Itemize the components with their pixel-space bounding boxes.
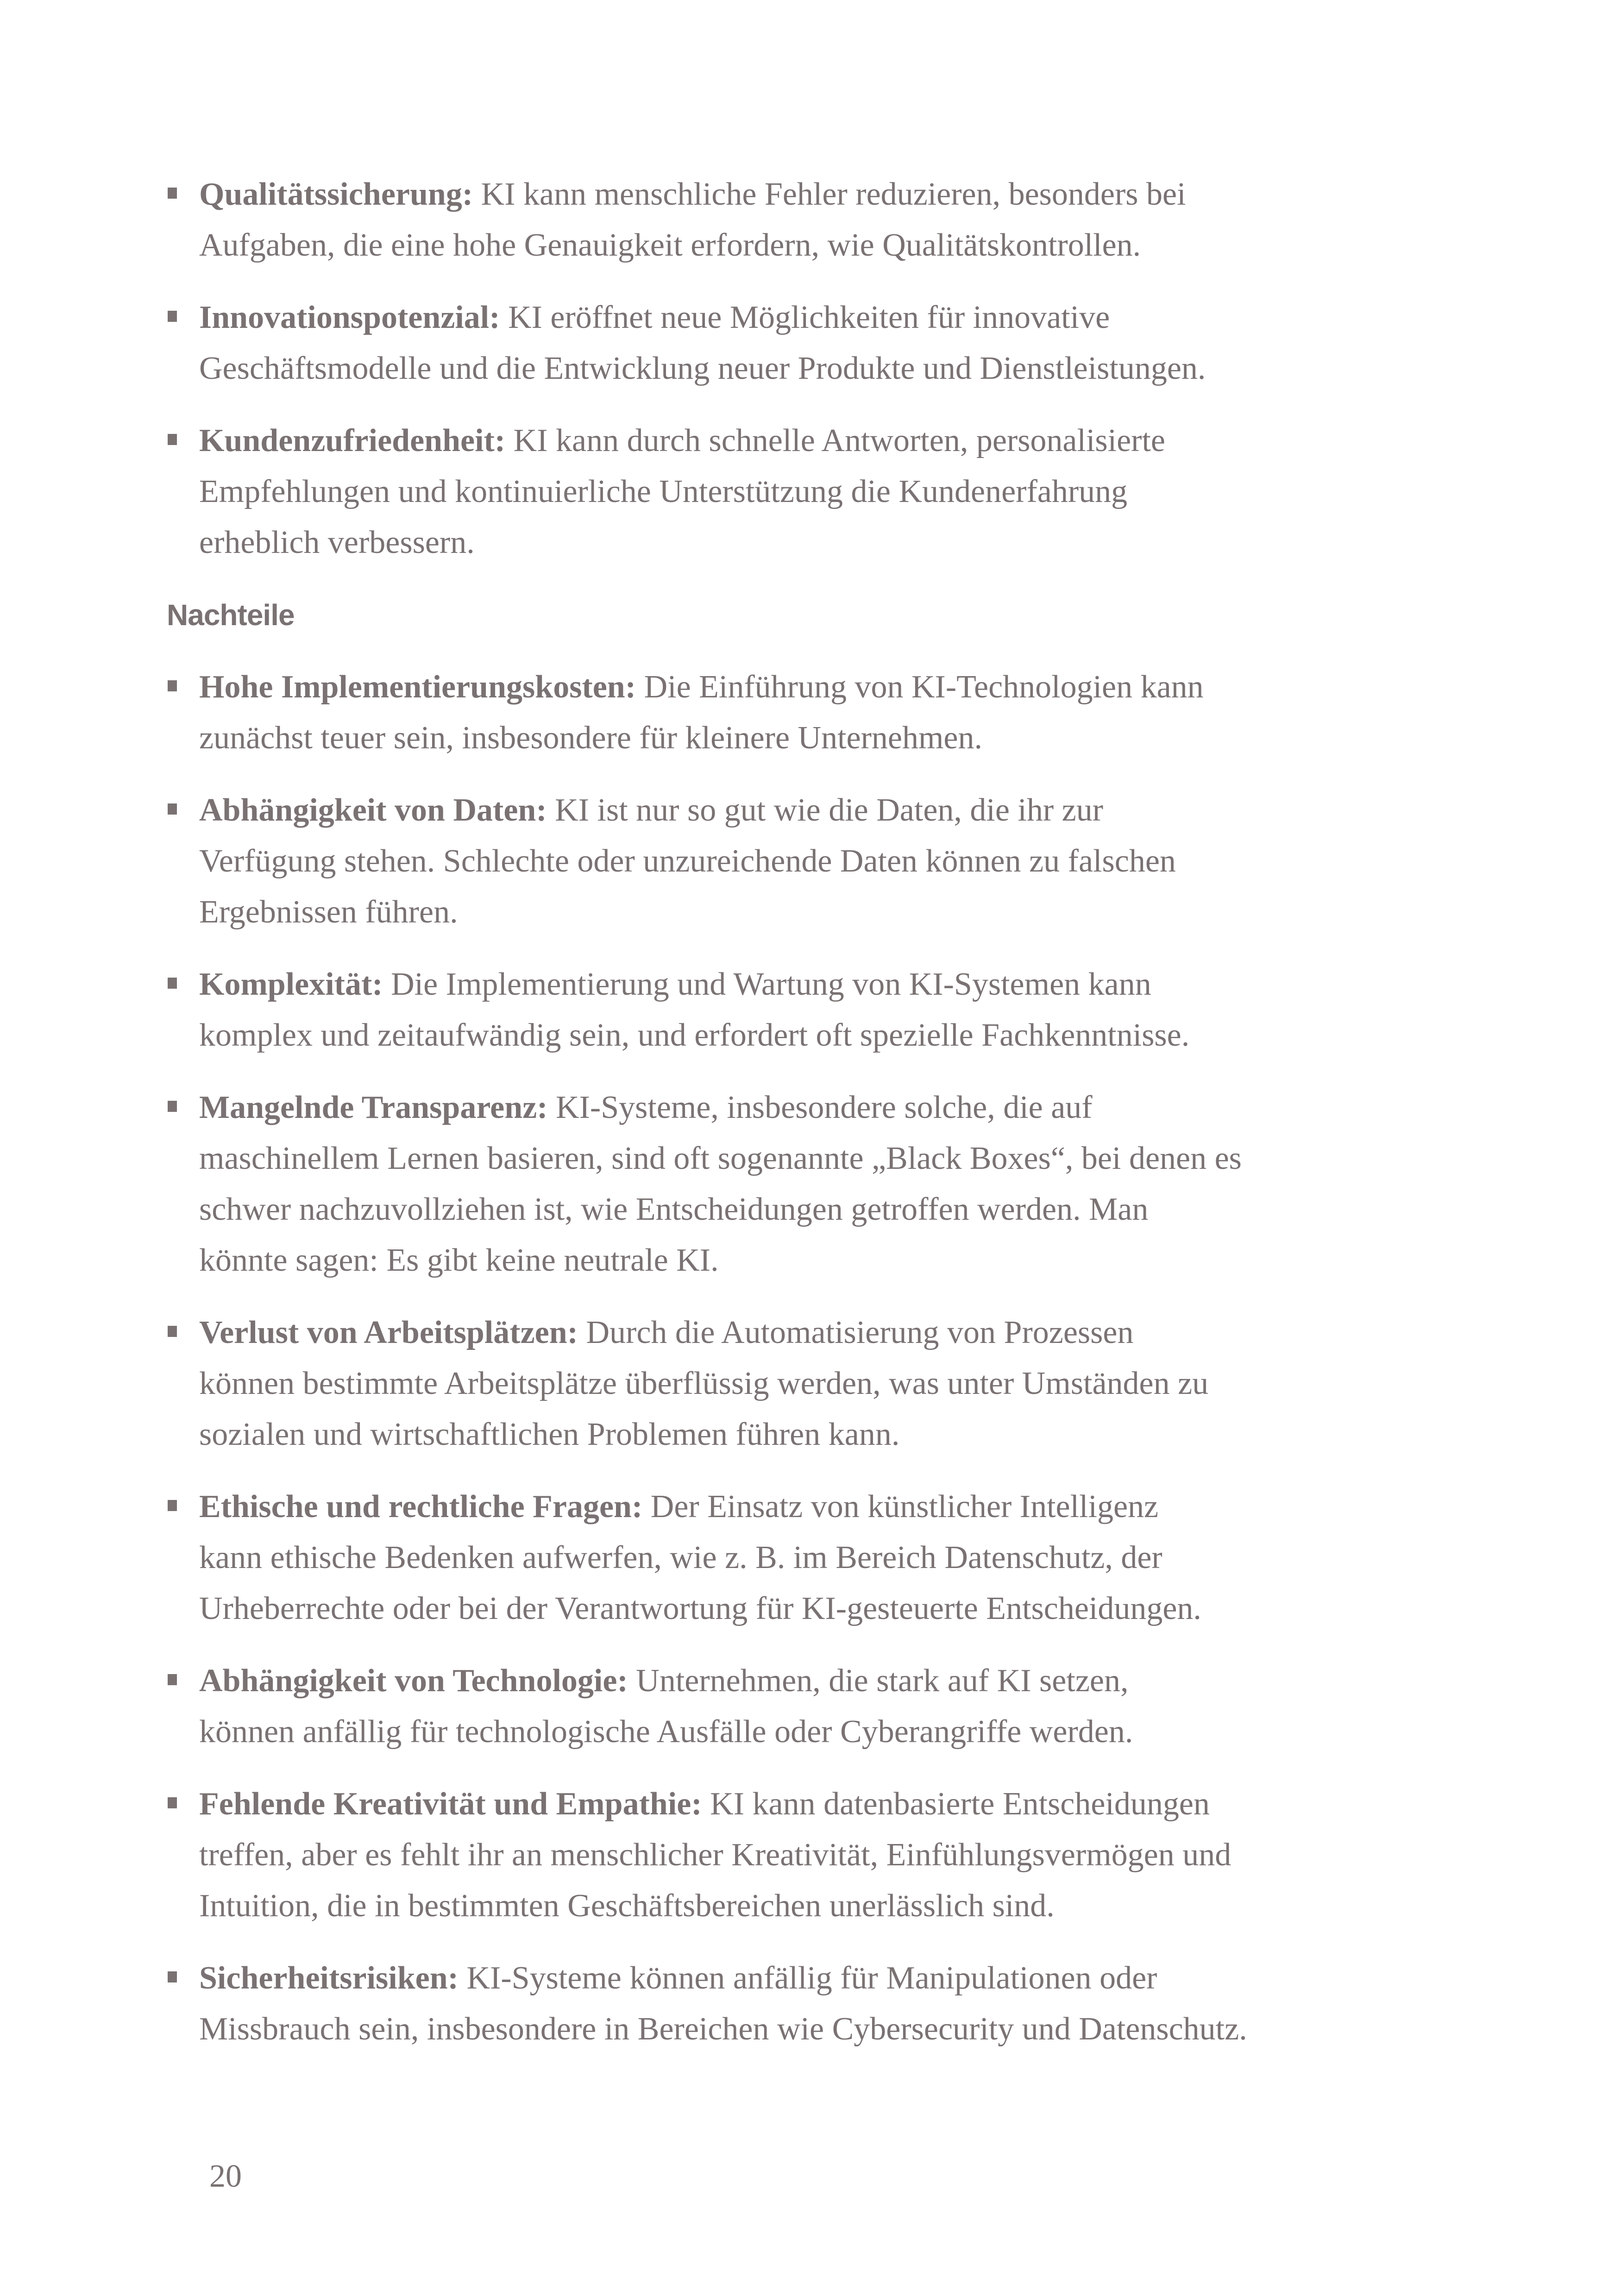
item-text: zunächst teuer sein, insbesondere für kleinere Unternehmen. (199, 720, 983, 756)
item-term: Komplexität: (199, 966, 383, 1002)
item-text: KI kann datenbasierte Entscheidungen (702, 1786, 1210, 1822)
list-item (167, 292, 1464, 394)
item-term: Fehlende Kreativität und Empathie: (199, 1786, 702, 1822)
square-bullet-icon (168, 978, 177, 989)
item-text: KI kann menschliche Fehler reduzieren, besonders bei (473, 176, 1186, 212)
text-line (199, 1706, 1464, 1757)
square-bullet-icon (168, 1326, 177, 1337)
item-text: Geschäftsmodelle und die Entwicklung neuer Produkte und Dienstleistungen. (199, 351, 1206, 386)
list-item (167, 1656, 1464, 1757)
list-item (167, 1082, 1464, 1286)
text-line (199, 662, 1464, 713)
item-term: Ethische und rechtliche Fragen: (199, 1489, 643, 1524)
text-line (199, 836, 1464, 887)
item-text: Urheberrechte oder bei der Verantwortung für KI-gesteuerte Entscheidungen. (199, 1591, 1201, 1626)
text-line (199, 1184, 1464, 1235)
item-text: Unternehmen, die stark auf KI setzen, (628, 1663, 1129, 1699)
list-item (167, 1481, 1464, 1634)
item-text: Empfehlungen und kontinuierliche Unterstützung die Kundenerfahrung (199, 474, 1128, 509)
item-text: kann ethische Bedenken aufwerfen, wie z. B. im Bereich Datenschutz, der (199, 1540, 1162, 1575)
text-line (199, 517, 1464, 568)
item-text: können bestimmte Arbeitsplätze überflüssig werden, was unter Umständen zu (199, 1366, 1209, 1401)
text-line (199, 887, 1464, 938)
item-text: komplex und zeitaufwändig sein, und erfordert oft spezielle Fachkenntnisse. (199, 1017, 1190, 1053)
item-text: Intuition, die in bestimmten Geschäftsbereichen unerlässlich sind. (199, 1888, 1055, 1924)
item-term: Mangelnde Transparenz: (199, 1090, 548, 1125)
square-bullet-icon (168, 680, 177, 691)
text-line (199, 415, 1464, 466)
list-item (167, 662, 1464, 764)
text-line (199, 1133, 1464, 1184)
item-text: Verfügung stehen. Schlechte oder unzureichende Daten können zu falschen (199, 843, 1176, 879)
list-item (167, 1953, 1464, 2055)
item-text: Aufgaben, die eine hohe Genauigkeit erfordern, wie Qualitätskontrollen. (199, 227, 1141, 263)
text-line (199, 169, 1464, 220)
item-text: KI-Systeme, insbesondere solche, die auf (547, 1090, 1093, 1125)
text-line (199, 1235, 1464, 1286)
item-term: Kundenzufriedenheit: (199, 423, 506, 458)
text-line (199, 1656, 1464, 1706)
list-item (167, 785, 1464, 938)
item-text: Die Einführung von KI-Technologien kann (636, 669, 1204, 705)
item-text: sozialen und wirtschaftlichen Problemen führen kann. (199, 1417, 900, 1452)
text-line (199, 785, 1464, 836)
item-text: KI eröffnet neue Möglichkeiten für innovative (500, 300, 1110, 335)
list-item (167, 959, 1464, 1061)
text-line (199, 1358, 1464, 1409)
item-text: maschinellem Lernen basieren, sind oft sogenannte „Black Boxes“, bei denen es (199, 1141, 1242, 1176)
item-text: KI kann durch schnelle Antworten, personalisierte (505, 423, 1165, 458)
square-bullet-icon (168, 1500, 177, 1511)
text-line (199, 1481, 1464, 1532)
text-line (199, 1532, 1464, 1583)
text-line (199, 292, 1464, 343)
text-line (199, 1010, 1464, 1061)
square-bullet-icon (168, 1971, 177, 1982)
nachteile-list (167, 662, 1464, 2055)
text-line (199, 1953, 1464, 2004)
list-item (167, 1307, 1464, 1460)
text-line (199, 713, 1464, 764)
text-line (199, 1830, 1464, 1881)
item-text: Der Einsatz von künstlicher Intelligenz (642, 1489, 1159, 1524)
text-line (199, 959, 1464, 1010)
item-text: KI ist nur so gut wie die Daten, die ihr zur (547, 792, 1104, 828)
item-text: Die Implementierung und Wartung von KI-Systemen kann (383, 966, 1151, 1002)
list-item (167, 1779, 1464, 1932)
list-item (167, 169, 1464, 271)
item-term: Innovationspotenzial: (199, 300, 500, 335)
item-term: Sicherheitsrisiken: (199, 1960, 459, 1996)
item-term: Hohe Implementierungskosten: (199, 669, 636, 705)
section-heading-nachteile: Nachteile (167, 598, 295, 632)
list-item (167, 415, 1464, 568)
item-text: Durch die Automatisierung von Prozessen (578, 1315, 1134, 1350)
square-bullet-icon (168, 803, 177, 815)
text-line (199, 1779, 1464, 1830)
item-term: Abhängigkeit von Technologie: (199, 1663, 628, 1699)
text-line (199, 466, 1464, 517)
item-text: Ergebnissen führen. (199, 894, 458, 930)
item-text: KI-Systeme können anfällig für Manipulationen oder (458, 1960, 1157, 1996)
text-line (199, 1583, 1464, 1634)
item-text: Missbrauch sein, insbesondere in Bereichen wie Cybersecurity und Datenschutz. (199, 2011, 1247, 2047)
square-bullet-icon (168, 434, 177, 445)
text-line (199, 343, 1464, 394)
item-text: treffen, aber es fehlt ihr an menschlicher Kreativität, Einfühlungsvermögen und (199, 1837, 1231, 1873)
item-text: können anfällig für technologische Ausfälle oder Cyberangriffe werden. (199, 1714, 1133, 1750)
text-line (199, 220, 1464, 271)
text-line (199, 2004, 1464, 2055)
item-term: Abhängigkeit von Daten: (199, 792, 547, 828)
text-line (199, 1082, 1464, 1133)
text-line (199, 1307, 1464, 1358)
item-text: erheblich verbessern. (199, 525, 475, 560)
square-bullet-icon (168, 188, 177, 199)
item-term: Verlust von Arbeitsplätzen: (199, 1315, 578, 1350)
square-bullet-icon (168, 1101, 177, 1112)
square-bullet-icon (168, 311, 177, 322)
page-number: 20 (209, 2158, 242, 2194)
page-content (167, 169, 1464, 2076)
square-bullet-icon (168, 1674, 177, 1685)
text-line (199, 1409, 1464, 1460)
vorteile-list (167, 169, 1464, 568)
square-bullet-icon (168, 1797, 177, 1808)
item-text: schwer nachzuvollziehen ist, wie Entscheidungen getroffen werden. Man (199, 1192, 1149, 1227)
item-text: könnte sagen: Es gibt keine neutrale KI. (199, 1242, 719, 1278)
item-term: Qualitätssicherung: (199, 176, 473, 212)
text-line (199, 1881, 1464, 1932)
